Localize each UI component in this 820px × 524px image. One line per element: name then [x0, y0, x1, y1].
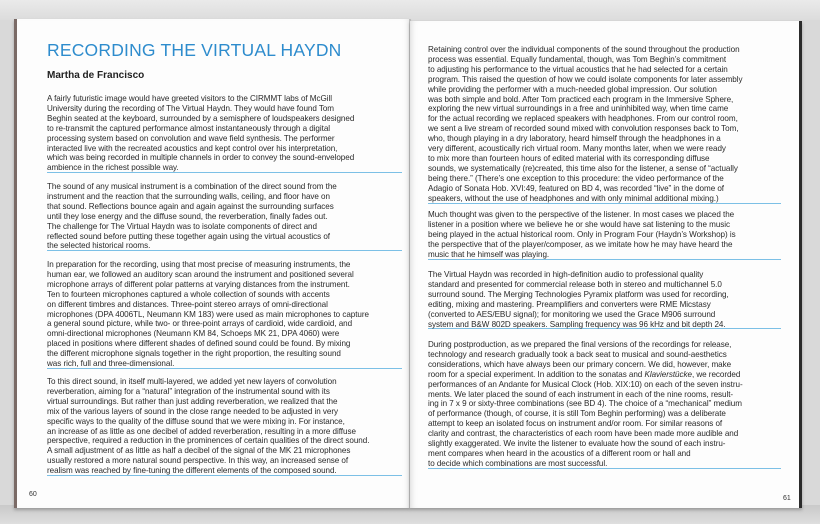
text-line: reverberation, aiming for a “natural” integration of the instrumental sound with its — [47, 386, 330, 396]
text-line: until they lose energy and the diffuse sound, the reverberation, finally fades out. — [47, 211, 328, 221]
text-line: surround sound. The Merging Technologies Pyramix platform was used for recording, — [428, 289, 729, 299]
text-line: During postproduction, as we prepared the final versions of the recordings for release, — [428, 340, 732, 349]
text-line: we sent a live stream of recorded sound mixed with convolution responses back to Tom, — [428, 124, 739, 134]
article-title: RECORDING THE VIRTUAL HAYDN — [47, 40, 342, 60]
text-line: to mix more than fourteen hours of edited material with its corresponding diffuse — [428, 153, 710, 163]
text-line: of performance (though, of course, it is still Tom Beghin performing) was a deliberate — [428, 409, 726, 419]
text-line: The sound of any musical instrument is a combination of the direct sound from the — [47, 182, 337, 191]
text-line: reflected sound before putting these together again using the virtual acoustics of — [47, 231, 330, 241]
text-line: an increase of as little as one decibel of added reverberation, resulting in a more diffuse — [47, 426, 356, 436]
text-line: listener in a position where we believe he or she would have sat listening to the music — [428, 219, 731, 229]
text-line: technology and research gradually took a back seat to musical and sound-aesthetics — [428, 349, 727, 359]
text-line: while providing the performer with a much-needed global impression. Our solution — [428, 84, 717, 94]
text-line: room for a special experiment. In addition to the sonatas and Klavierstücke, we recorded — [428, 369, 741, 379]
text-line: To this direct sound, in itself multi-layered, we added yet new layers of convolution — [47, 377, 337, 386]
paragraph — [428, 340, 781, 469]
text-line: Beghin seated at the keyboard, surrounded by a semisphere of loudspeakers designed — [47, 113, 355, 123]
page-number: 60 — [29, 491, 37, 498]
text-line: instrument and the reaction that the surrounding walls, ceiling, and floor have on — [47, 191, 330, 201]
text-line: system and B&W 802D speakers. Sampling frequency was 96 kHz and bit depth 24. — [428, 319, 726, 329]
text-line: placed in positions where different shades of defined sound could be found. By mixing — [47, 339, 351, 349]
text-line: processing system based on convolution and wave field synthesis. The performer — [47, 133, 335, 143]
text-line: realism was reached by fine-tuning the different elements of the composed sound. — [47, 466, 337, 476]
text-line: mix of the various layers of sound in the close range needed to be adjusted in very — [47, 406, 339, 416]
scan-background-top — [0, 0, 820, 20]
paragraph — [428, 210, 781, 260]
text-line: who, though playing in a dry laboratory, heard himself through the headphones in a — [428, 134, 721, 144]
paragraph — [428, 45, 781, 204]
text-line: Much thought was given to the perspective of the listener. In most cases we placed the — [428, 210, 735, 219]
text-line: Retaining control over the individual components of the sound throughout the production — [428, 45, 740, 54]
text-line: music that he himself was playing. — [428, 249, 550, 259]
text-line: interacted live with the recreated acoustics and kept control over his interpretation, — [47, 143, 338, 153]
text-line: Ten to fourteen microphones captured a whole collection of sounds with accents — [47, 289, 330, 299]
text-line: the perspective that of the player/composer, as we imitate how he may have heard the — [428, 239, 733, 249]
text-line: process was essential. Equally fundamental, though, was Tom Beghin’s commitment — [428, 54, 727, 64]
left-page — [14, 19, 410, 508]
text-line: the different microphone signals together in the right proportion, the resulting sound — [47, 349, 341, 359]
text-line: sounds, we systematically (re)created, this time also for the listener, a sense of “actually — [428, 163, 738, 173]
text-line: ambience in the richest possible way. — [47, 163, 179, 173]
text-line: ing in 7 x 9 or sixty-three combinations (see BD 4). The choice of a “mechanical” medium — [428, 399, 742, 409]
text-line: A small adjustment of as little as half a decibel of the signal of the MK 21 microphones — [47, 446, 351, 456]
text-line: The challenge for The Virtual Haydn was to isolate components of direct and — [47, 221, 317, 231]
text-line: the selected historical rooms. — [47, 241, 151, 251]
text-line: a general sound picture, while two- or three-point arrays of cardioid, wide cardioid, and — [47, 319, 353, 329]
text-line: In preparation for the recording, using that most precise of measuring instruments, the — [47, 260, 351, 269]
text-line: A fairly futuristic image would have greeted visitors to the CIRMMT labs of McGill — [47, 94, 332, 103]
text-line: microphones (DPA 4006TL, Neumann KM 183) were used as main microphones to capture — [47, 309, 369, 319]
text-line: clarity and contrast, the characteristics of each room have been made more audible and — [428, 429, 739, 439]
text-line: omni-directional microphones (Neumann KM 84, Schoeps MK 21, DPA 4060) were — [47, 329, 340, 339]
text-line: program. This raised the question of how we could isolate components for later assembly — [428, 74, 743, 84]
paragraph — [47, 182, 402, 251]
text-line: ments. We later placed the sound of each instrument in each of the nine rooms, result- — [428, 389, 734, 399]
text-line: to decide which combinations are most successful. — [428, 458, 608, 468]
paragraph — [47, 260, 402, 369]
text-line: that sound. Reflections bounce again and again against the surrounding surfaces — [47, 201, 334, 211]
text-line: for the actual recording we replaced speakers with headphones. From our control room, — [428, 114, 738, 124]
text-line: ment compares when heard in the acoustics of a different room or hall and — [428, 448, 691, 458]
text-line: to re-transmit the captured performance almost instantaneously through a digital — [47, 123, 331, 133]
text-line: (converted to AES/EBU signal); for monitoring we used the Grace M906 surround — [428, 309, 716, 319]
text-line: was both simple and bold. After Tom practiced each program in the Immersive Sphere, — [428, 94, 734, 104]
text-line: virtual surroundings. But rather than just adding reverberation, we realized that the — [47, 396, 338, 406]
text-line: was rich, full and three-dimensional. — [47, 359, 175, 369]
text-line: University during the recording of The Virtual Haydn. They would have found Tom — [47, 103, 334, 113]
text-line: Adagio of Sonata Hob. XVI:49, featured on BD 4, was recorded “live” in the dome of — [428, 183, 724, 193]
text-line: standard and presented for commercial release both in stereo and multichannel 5.0 — [428, 279, 722, 289]
text-line: perspective, required a reduction in the prominences of certain qualities of the direct sound. — [47, 436, 370, 446]
text-line: on different timbres and distances. Three-point stereo arrays of omni-directional — [47, 299, 328, 309]
text-line: very different, acoustically rich virtual room. Many months later, when we were ready — [428, 144, 726, 154]
text-line: which was being recorded in multiple channels in order to convey the sound-enveloped — [47, 153, 355, 163]
text-line: slightly exaggerated. We invite the listener to evaluate how the sound of each instru- — [428, 439, 726, 449]
text-line: microphone arrays of different polar patterns at varying distances from the instrument. — [47, 279, 350, 289]
text-line: attempt to keep an isolated focus on instrument and/or room. For similar reasons of — [428, 419, 723, 429]
text-line: specific ways to the quality of the diffuse sound that we were mixing in. For instance, — [47, 416, 345, 426]
text-line: being played in the actual historical room. Only in Program Four (Haydn’s Workshop) is — [428, 229, 736, 239]
text-line: exploring the new virtual surroundings in a free and uninhibited way, when time came — [428, 104, 729, 114]
paragraph — [428, 270, 781, 329]
text-line: usually restored a more natural sound perspective. In this way, an increased sense of — [47, 456, 349, 466]
article-author: Martha de Francisco — [47, 70, 145, 81]
text-line: speakers, without the use of headphones and with only minimal additional mixing.) — [428, 193, 719, 203]
paragraph — [47, 377, 402, 476]
text-line: The Virtual Haydn was recorded in high-definition audio to professional quality — [428, 270, 704, 279]
text-line: to adjusting his performance to the virtual acoustics that he had selected for a certain — [428, 64, 728, 74]
paragraph — [47, 94, 402, 173]
page-number: 61 — [783, 495, 791, 502]
right-page — [410, 21, 802, 508]
text-line: editing, mixing and mastering. Preamplifiers and converters were RME Micstasy — [428, 299, 711, 309]
text-line: considerations, which have always been our primary concern. We did, however, make — [428, 359, 732, 369]
text-line: being there.” (There’s one exception to this procedure: the video performance of the — [428, 173, 724, 183]
text-line: performances of an Andante for Musical Clock (Hob. XIX:10) on each of the seven instru- — [428, 379, 743, 389]
italic-term: Klavierstücke — [644, 369, 692, 379]
text-line: human ear, we followed an auditory scan around the instrument and positioned several — [47, 269, 354, 279]
